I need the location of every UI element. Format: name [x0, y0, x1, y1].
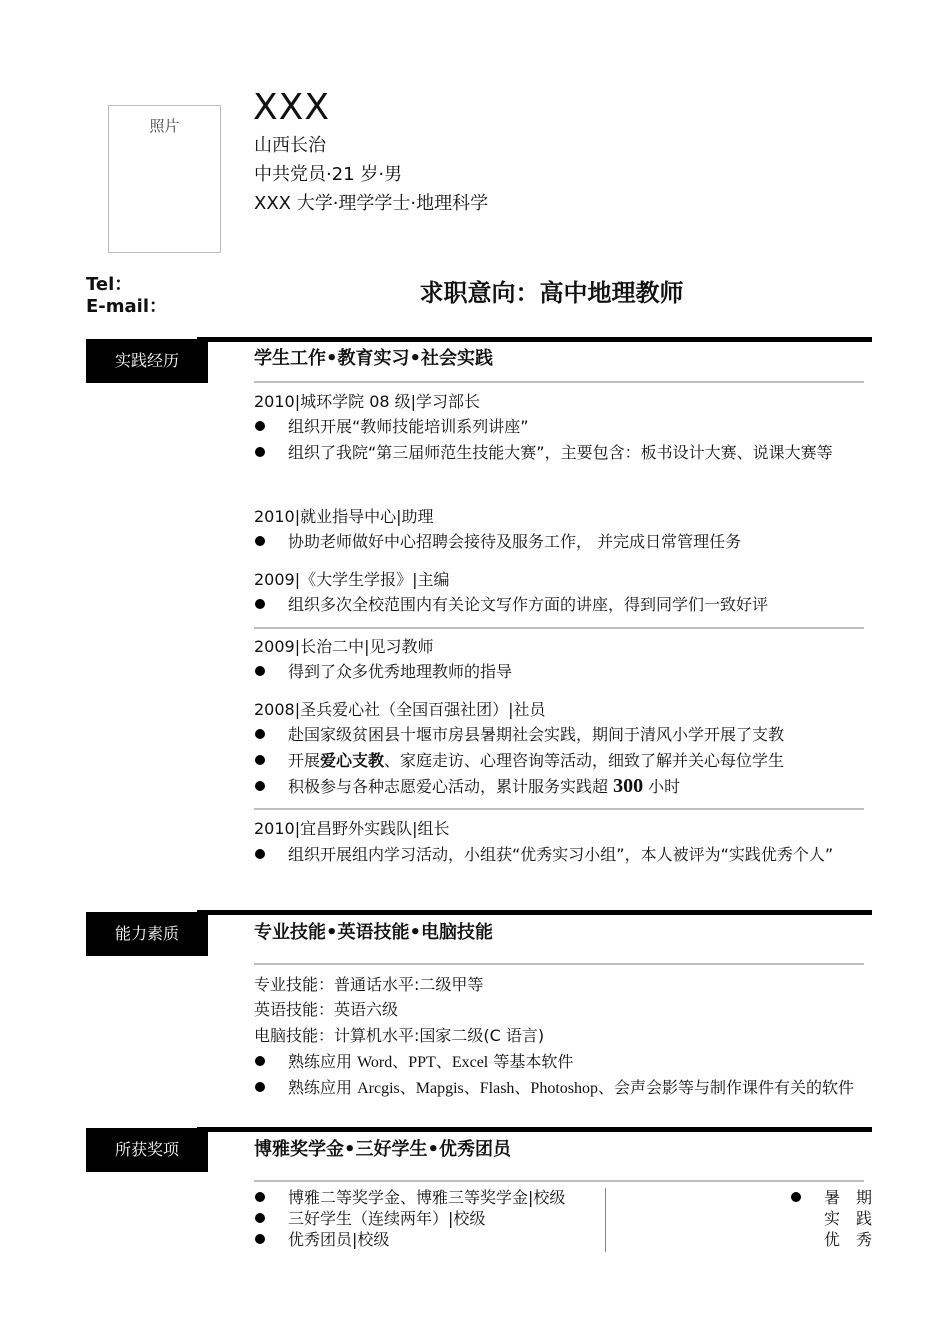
- list-item-text: 组织开展组内学习活动，小组获“优秀实习小组”，本人被评为“实践优秀个人”: [288, 845, 834, 864]
- list-item-text: 组织开展“教师技能培训系列讲座”: [288, 417, 529, 436]
- section-rule: [197, 910, 872, 915]
- divider: [254, 963, 864, 965]
- list-item-text: 博雅二等奖学金、博雅三等奖学金|校级: [288, 1188, 566, 1207]
- text-fragment: 、会声会影等与制作课件有关的软件: [598, 1078, 855, 1097]
- honor-word: 实践: [824, 1209, 872, 1228]
- software-names: Word、PPT、Excel: [357, 1054, 489, 1071]
- bullet-icon: [255, 1213, 265, 1223]
- section-tab-practice: 实践经历: [86, 339, 208, 383]
- text-fragment: 等基本软件: [488, 1052, 574, 1071]
- photo-label: 照片: [149, 117, 180, 135]
- bullet-icon: [255, 755, 265, 765]
- bullet-icon: [255, 1192, 265, 1202]
- honor-word: 优秀: [824, 1230, 872, 1249]
- bullet-icon: [255, 781, 265, 791]
- list-item-text: 三好学生（连续两年）|校级: [288, 1209, 486, 1228]
- bullet-icon: [255, 849, 265, 859]
- bullet-icon: [255, 599, 265, 609]
- bullet-icon: [255, 1056, 265, 1066]
- bullet-icon: [255, 536, 265, 546]
- section-title-skills: 专业技能•英语技能•电脑技能: [254, 922, 494, 943]
- bullet-icon: [255, 1234, 265, 1244]
- text-fragment: 熟练应用: [288, 1052, 358, 1071]
- entry-heading: 2009|《大学生学报》|主编: [254, 570, 450, 589]
- skill-line: 英语技能：英语六级: [254, 1000, 399, 1019]
- software-names: Arcgis、Mapgis、Flash、Photoshop: [357, 1080, 598, 1097]
- skill-line: 专业技能：普通话水平:二级甲等: [254, 975, 484, 994]
- divider: [254, 627, 864, 629]
- divider: [254, 381, 864, 383]
- section-title-practice: 学生工作•教育实习•社会实践: [254, 348, 494, 369]
- text-fragment: 小时: [643, 777, 681, 796]
- entry-heading: 2010|就业指导中心|助理: [254, 507, 434, 526]
- highlight-number: 300: [613, 775, 644, 797]
- entry-heading: 2010|城环学院 08 级|学习部长: [254, 392, 481, 411]
- skill-line: 电脑技能：计算机水平:国家二级(C 语言): [254, 1026, 545, 1045]
- entry-heading: 2009|长治二中|见习教师: [254, 637, 434, 656]
- bullet-icon: [255, 729, 265, 739]
- bold-text: 爱心支教: [320, 751, 385, 770]
- text-fragment: 熟练应用: [288, 1078, 358, 1097]
- entry-heading: 2008|圣兵爱心社（全国百强社团）|社员: [254, 700, 546, 719]
- section-title-honors: 博雅奖学金•三好学生•优秀团员: [254, 1139, 512, 1160]
- bullet-icon: [255, 447, 265, 457]
- column-divider: [605, 1188, 606, 1252]
- list-item-text: 得到了众多优秀地理教师的指导: [288, 662, 513, 681]
- list-item-text: [288, 748, 872, 773]
- list-item-text: 赴国家级贫困县十堰市房县暑期社会实践，期间于清风小学开展了支教: [288, 725, 785, 744]
- candidate-name: XXX: [253, 87, 330, 128]
- section-tab-honors: 所获奖项: [86, 1128, 208, 1172]
- divider: [254, 1180, 864, 1182]
- location: 山西长治: [254, 135, 326, 156]
- photo-placeholder: [108, 105, 221, 253]
- section-tab-skills: 能力素质: [86, 912, 208, 956]
- bullet-icon: [255, 1082, 265, 1092]
- personal-info: 中共党员·21 岁·男: [254, 164, 403, 185]
- text-fragment: 开展: [288, 751, 321, 770]
- list-item-text: 优秀团员|校级: [288, 1230, 390, 1249]
- text-fragment: 、家庭走访、心理咨询等活动，细致了解并关心每位学生: [384, 751, 785, 770]
- job-objective-text: 求职意向：高中地理教师: [419, 279, 684, 307]
- list-item-text: [288, 1075, 872, 1101]
- tel-label: Tel：: [86, 274, 133, 295]
- section-rule: [197, 1127, 872, 1132]
- list-item-text: 协助老师做好中心招聘会接待及服务工作， 并完成日常管理任务: [288, 532, 742, 551]
- email-label: E-mail：: [86, 296, 168, 317]
- section-rule: [197, 337, 872, 342]
- bullet-icon: [255, 421, 265, 431]
- list-item-text: 组织多次全校范围内有关论文写作方面的讲座，得到同学们一致好评: [288, 595, 769, 614]
- list-item-text: [288, 1049, 872, 1075]
- bullet-icon: [255, 666, 265, 676]
- divider: [254, 808, 864, 810]
- entry-heading: 2010|宜昌野外实践队|组长: [254, 819, 450, 838]
- text-fragment: 积极参与各种志愿爱心活动，累计服务实践超: [288, 777, 614, 796]
- list-item-text: 组织了我院“第三届师范生技能大赛”，主要包含：板书设计大赛、说课大赛等: [288, 443, 833, 462]
- education-info: XXX 大学·理学学士·地理科学: [254, 193, 489, 214]
- job-objective: [0, 278, 950, 308]
- bullet-icon: [791, 1192, 801, 1202]
- list-item-text: [288, 774, 872, 799]
- honor-word: 暑期: [824, 1188, 872, 1207]
